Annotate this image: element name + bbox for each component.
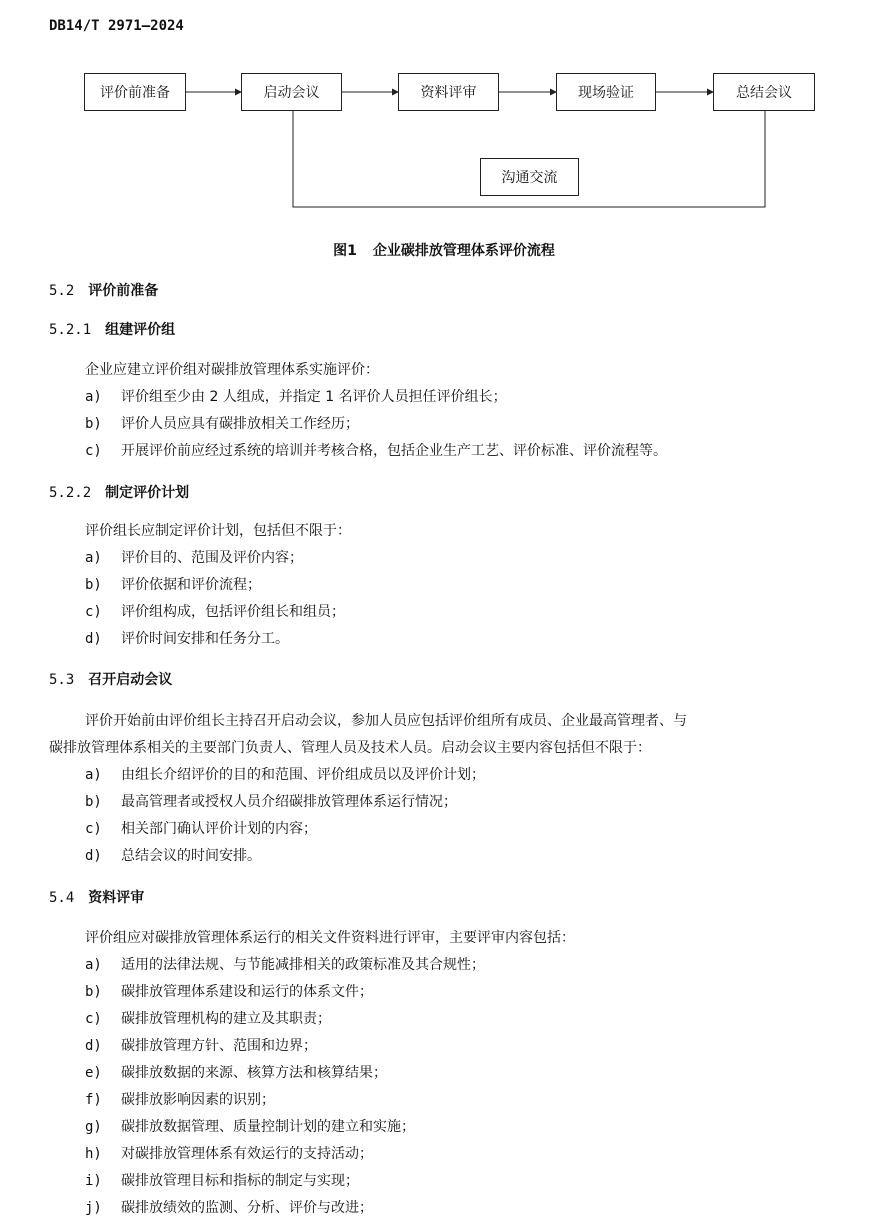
list-item: i) 碳排放管理目标和指标的制定与实现； — [85, 1173, 359, 1189]
list-item: c) 相关部门确认评价计划的内容； — [85, 821, 317, 837]
list-item: d) 碳排放管理方针、范围和边界； — [85, 1038, 317, 1054]
section-5-4-intro: 评价组应对碳排放管理体系运行的相关文件资料进行评审，主要评审内容包括： — [85, 930, 575, 946]
flow-step-prepare: 评价前准备 — [84, 73, 186, 111]
list-item: a) 由组长介绍评价的目的和范围、评价组成员以及评价计划； — [85, 767, 485, 783]
list-item: h) 对碳排放管理体系有效运行的支持活动； — [85, 1146, 373, 1162]
section-5-2-2-intro: 评价组长应制定评价计划，包括但不限于： — [85, 523, 351, 539]
flow-step-onsite-verification: 现场验证 — [556, 73, 656, 111]
flow-step-document-review: 资料评审 — [398, 73, 499, 111]
section-5-3-heading — [49, 669, 172, 689]
figure-caption — [0, 240, 888, 260]
list-item: b) 评价人员应具有碳排放相关工作经历； — [85, 416, 359, 432]
section-number: 5.2 — [49, 283, 75, 299]
section-title: 召开启动会议 — [88, 672, 173, 688]
flow-communication: 沟通交流 — [480, 158, 579, 196]
list-item: a) 评价组至少由 2 人组成，并指定 1 名评价人员担任评价组长； — [85, 389, 507, 405]
section-5-4-heading — [49, 887, 144, 907]
section-number: 5.3 — [49, 672, 75, 688]
list-item: b) 碳排放管理体系建设和运行的体系文件； — [85, 984, 373, 1000]
list-item: d) 总结会议的时间安排。 — [85, 848, 261, 864]
list-item: b) 评价依据和评价流程； — [85, 577, 261, 593]
list-item: c) 碳排放管理机构的建立及其职责； — [85, 1011, 331, 1027]
section-5-2-2-heading — [49, 482, 189, 502]
section-5-2-1-intro: 企业应建立评价组对碳排放管理体系实施评价： — [85, 362, 379, 378]
section-5-2-heading — [49, 280, 158, 300]
list-item: d) 评价时间安排和任务分工。 — [85, 631, 289, 647]
section-title: 组建评价组 — [105, 322, 176, 338]
section-title: 制定评价计划 — [105, 485, 190, 501]
list-item: g) 碳排放数据管理、质量控制计划的建立和实施； — [85, 1119, 415, 1135]
list-item: b) 最高管理者或授权人员介绍碳排放管理体系运行情况； — [85, 794, 457, 810]
list-item: j) 碳排放绩效的监测、分析、评价与改进； — [85, 1200, 373, 1216]
section-5-2-1-heading — [49, 319, 175, 339]
evaluation-flowchart — [0, 0, 888, 230]
flow-connectors — [0, 0, 888, 230]
flow-step-closing-meeting: 总结会议 — [713, 73, 815, 111]
section-5-3-paragraph-line1: 评价开始前由评价组长主持召开启动会议，参加人员应包括评价组所有成员、企业最高管理者、与 — [85, 713, 687, 729]
list-item: c) 开展评价前应经过系统的培训并考核合格，包括企业生产工艺、评价标准、评价流程等。 — [85, 443, 667, 459]
figure-number: 图1 — [333, 243, 357, 259]
section-title: 评价前准备 — [88, 283, 159, 299]
list-item: a) 适用的法律法规、与节能减排相关的政策标准及其合规性； — [85, 957, 485, 973]
section-number: 5.4 — [49, 890, 75, 906]
section-title: 资料评审 — [88, 890, 145, 906]
list-item: e) 碳排放数据的来源、核算方法和核算结果； — [85, 1065, 387, 1081]
section-number: 5.2.2 — [49, 485, 92, 501]
list-item: a) 评价目的、范围及评价内容； — [85, 550, 303, 566]
figure-title: 企业碳排放管理体系评价流程 — [372, 243, 555, 259]
list-item: c) 评价组构成，包括评价组长和组员； — [85, 604, 345, 620]
list-item: f) 碳排放影响因素的识别； — [85, 1092, 275, 1108]
standard-code: DB14/T 2971—2024 — [49, 18, 184, 34]
section-5-3-paragraph-line2: 碳排放管理体系相关的主要部门负责人、管理人员及技术人员。启动会议主要内容包括但不限于： — [49, 740, 651, 756]
flow-step-kickoff: 启动会议 — [241, 73, 342, 111]
section-number: 5.2.1 — [49, 322, 92, 338]
